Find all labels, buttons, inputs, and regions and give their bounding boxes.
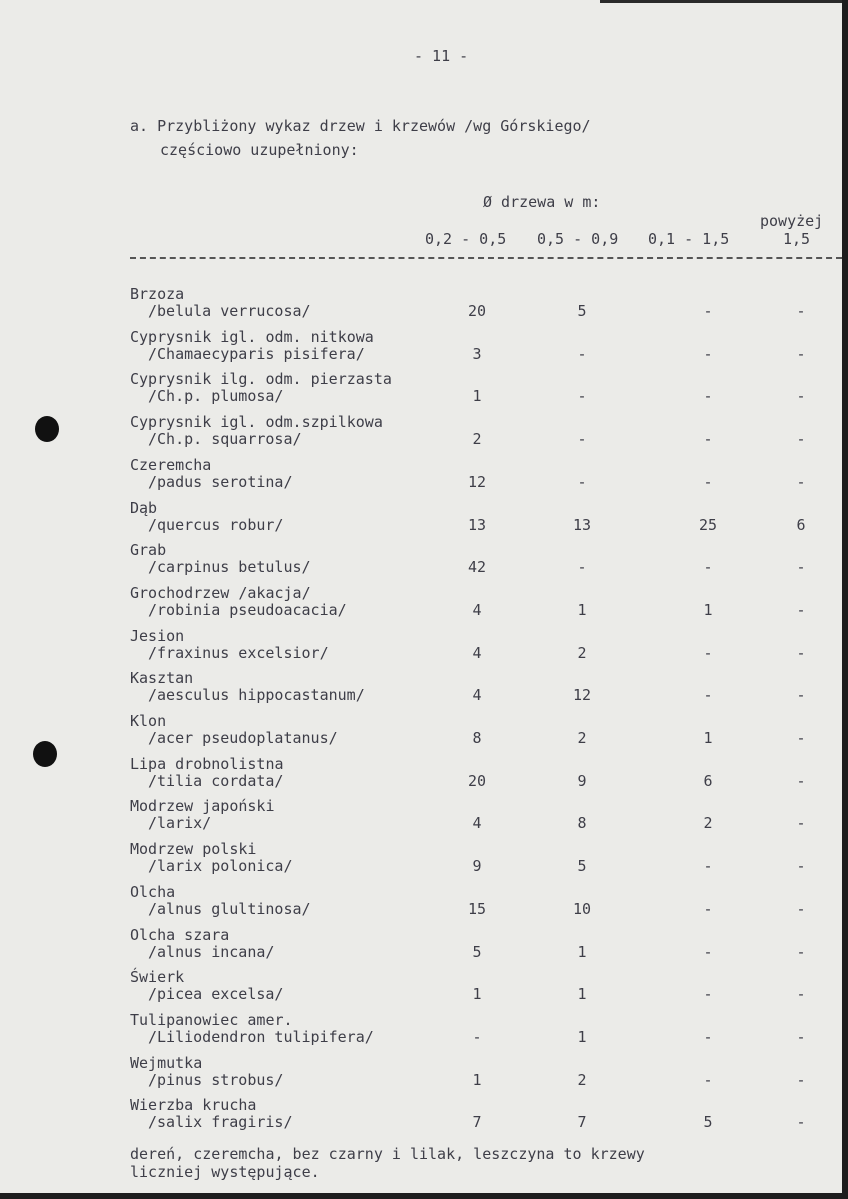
count-cell: -	[796, 345, 806, 363]
count-cell: -	[577, 387, 587, 405]
species-latin: /larix polonica/	[148, 857, 293, 875]
column-header-above: powyżej	[760, 212, 824, 230]
count-cell: 10	[572, 900, 592, 918]
count-cell: -	[703, 387, 713, 405]
species-name: Brzoza	[130, 285, 185, 303]
count-cell: 13	[467, 516, 487, 534]
count-cell: 1	[472, 985, 482, 1003]
count-cell: 2	[577, 729, 587, 747]
count-cell: 2	[703, 814, 713, 832]
count-cell: 2	[577, 1071, 587, 1089]
count-cell: -	[796, 473, 806, 491]
count-cell: -	[796, 1113, 806, 1131]
column-header-range: 0,2 - 0,5	[425, 230, 507, 248]
species-name: Olcha szara	[130, 926, 230, 944]
count-cell: 7	[472, 1113, 482, 1131]
header-divider	[130, 257, 842, 259]
count-cell: -	[796, 772, 806, 790]
species-latin: /alnus incana/	[148, 943, 275, 961]
species-name: Kasztan	[130, 669, 194, 687]
species-latin: /robinia pseudoacacia/	[148, 601, 347, 619]
scan-edge-right	[842, 0, 848, 1199]
count-cell: 25	[698, 516, 718, 534]
count-cell: -	[703, 943, 713, 961]
footer-note: dereń, czeremcha, bez czarny i lilak, leszczyna to krzewy	[130, 1145, 645, 1163]
count-cell: 20	[467, 772, 487, 790]
count-cell: 15	[467, 900, 487, 918]
intro-line: a. Przybliżony wykaz drzew i krzewów /wg Górskiego/	[130, 117, 591, 135]
count-cell: 20	[467, 302, 487, 320]
count-cell: 1	[472, 387, 482, 405]
species-latin: /belula verrucosa/	[148, 302, 311, 320]
count-cell: 8	[472, 729, 482, 747]
count-cell: 12	[467, 473, 487, 491]
species-name: Lipa drobnolistna	[130, 755, 284, 773]
species-name: Świerk	[130, 968, 185, 986]
species-name: Modrzew japoński	[130, 797, 275, 815]
count-cell: -	[796, 686, 806, 704]
count-cell: -	[796, 900, 806, 918]
species-name: Czeremcha	[130, 456, 212, 474]
count-cell: -	[796, 1071, 806, 1089]
count-cell: 2	[472, 430, 482, 448]
species-name: Olcha	[130, 883, 176, 901]
count-cell: -	[703, 1071, 713, 1089]
count-cell: 1	[472, 1071, 482, 1089]
count-cell: -	[796, 1028, 806, 1046]
count-cell: -	[796, 558, 806, 576]
count-cell: 7	[577, 1113, 587, 1131]
species-name: Modrzew polski	[130, 840, 257, 858]
count-cell: -	[703, 558, 713, 576]
species-name: Dąb	[130, 499, 158, 517]
species-latin: /padus serotina/	[148, 473, 293, 491]
species-latin: /carpinus betulus/	[148, 558, 311, 576]
species-latin: /quercus robur/	[148, 516, 284, 534]
species-latin: /picea excelsa/	[148, 985, 284, 1003]
count-cell: 1	[577, 1028, 587, 1046]
count-cell: 5	[577, 857, 587, 875]
diameter-heading: Ø drzewa w m:	[483, 193, 601, 211]
count-cell: 8	[577, 814, 587, 832]
count-cell: -	[703, 430, 713, 448]
count-cell: 12	[572, 686, 592, 704]
count-cell: -	[472, 1028, 482, 1046]
species-latin: /salix fragiris/	[148, 1113, 293, 1131]
count-cell: -	[703, 345, 713, 363]
scan-edge-bottom	[0, 1193, 848, 1199]
count-cell: 2	[577, 644, 587, 662]
count-cell: -	[796, 302, 806, 320]
species-name: Klon	[130, 712, 167, 730]
count-cell: -	[577, 430, 587, 448]
count-cell: 6	[796, 516, 806, 534]
species-name: Tulipanowiec amer.	[130, 1011, 293, 1029]
species-latin: /aesculus hippocastanum/	[148, 686, 365, 704]
count-cell: -	[703, 985, 713, 1003]
intro-line: częściowo uzupełniony:	[160, 141, 359, 159]
count-cell: 9	[472, 857, 482, 875]
count-cell: -	[577, 345, 587, 363]
species-name: Cyprysnik igl. odm.szpilkowa	[130, 413, 383, 431]
species-latin: /Ch.p. squarrosa/	[148, 430, 302, 448]
species-latin: /Chamaecyparis pisifera/	[148, 345, 365, 363]
column-header-range: 0,1 - 1,5	[648, 230, 730, 248]
punch-hole	[35, 416, 59, 442]
count-cell: -	[703, 644, 713, 662]
column-header-range: 0,5 - 0,9	[537, 230, 619, 248]
count-cell: 1	[703, 729, 713, 747]
count-cell: 6	[703, 772, 713, 790]
count-cell: -	[796, 814, 806, 832]
species-latin: /Liliodendron tulipifera/	[148, 1028, 374, 1046]
species-latin: /pinus strobus/	[148, 1071, 284, 1089]
species-name: Grochodrzew /akacja/	[130, 584, 311, 602]
species-name: Cyprysnik ilg. odm. pierzasta	[130, 370, 392, 388]
count-cell: -	[703, 857, 713, 875]
count-cell: 1	[577, 985, 587, 1003]
count-cell: -	[796, 601, 806, 619]
species-name: Wierzba krucha	[130, 1096, 257, 1114]
species-latin: /alnus glultinosa/	[148, 900, 311, 918]
count-cell: -	[703, 686, 713, 704]
species-latin: /fraxinus excelsior/	[148, 644, 329, 662]
count-cell: 4	[472, 644, 482, 662]
page-number: - 11 -	[414, 47, 469, 65]
species-latin: /acer pseudoplatanus/	[148, 729, 338, 747]
count-cell: -	[796, 387, 806, 405]
scan-edge-top	[600, 0, 848, 3]
count-cell: 1	[577, 943, 587, 961]
punch-hole	[33, 741, 57, 767]
count-cell: -	[703, 302, 713, 320]
count-cell: -	[796, 985, 806, 1003]
count-cell: 42	[467, 558, 487, 576]
species-name: Cyprysnik igl. odm. nitkowa	[130, 328, 374, 346]
count-cell: 4	[472, 601, 482, 619]
count-cell: -	[796, 644, 806, 662]
count-cell: -	[703, 473, 713, 491]
species-name: Grab	[130, 541, 167, 559]
count-cell: -	[796, 857, 806, 875]
species-name: Jesion	[130, 627, 185, 645]
column-header-range: 1,5	[783, 230, 811, 248]
count-cell: -	[796, 430, 806, 448]
count-cell: -	[577, 473, 587, 491]
count-cell: -	[703, 900, 713, 918]
count-cell: -	[796, 943, 806, 961]
count-cell: 1	[577, 601, 587, 619]
count-cell: 1	[703, 601, 713, 619]
footer-note: liczniej występujące.	[130, 1163, 320, 1181]
count-cell: 13	[572, 516, 592, 534]
count-cell: -	[796, 729, 806, 747]
count-cell: 4	[472, 814, 482, 832]
count-cell: -	[577, 558, 587, 576]
species-name: Wejmutka	[130, 1054, 203, 1072]
count-cell: -	[703, 1028, 713, 1046]
count-cell: 5	[703, 1113, 713, 1131]
count-cell: 4	[472, 686, 482, 704]
count-cell: 5	[472, 943, 482, 961]
count-cell: 9	[577, 772, 587, 790]
species-latin: /Ch.p. plumosa/	[148, 387, 284, 405]
species-latin: /tilia cordata/	[148, 772, 284, 790]
species-latin: /larix/	[148, 814, 212, 832]
count-cell: 3	[472, 345, 482, 363]
count-cell: 5	[577, 302, 587, 320]
